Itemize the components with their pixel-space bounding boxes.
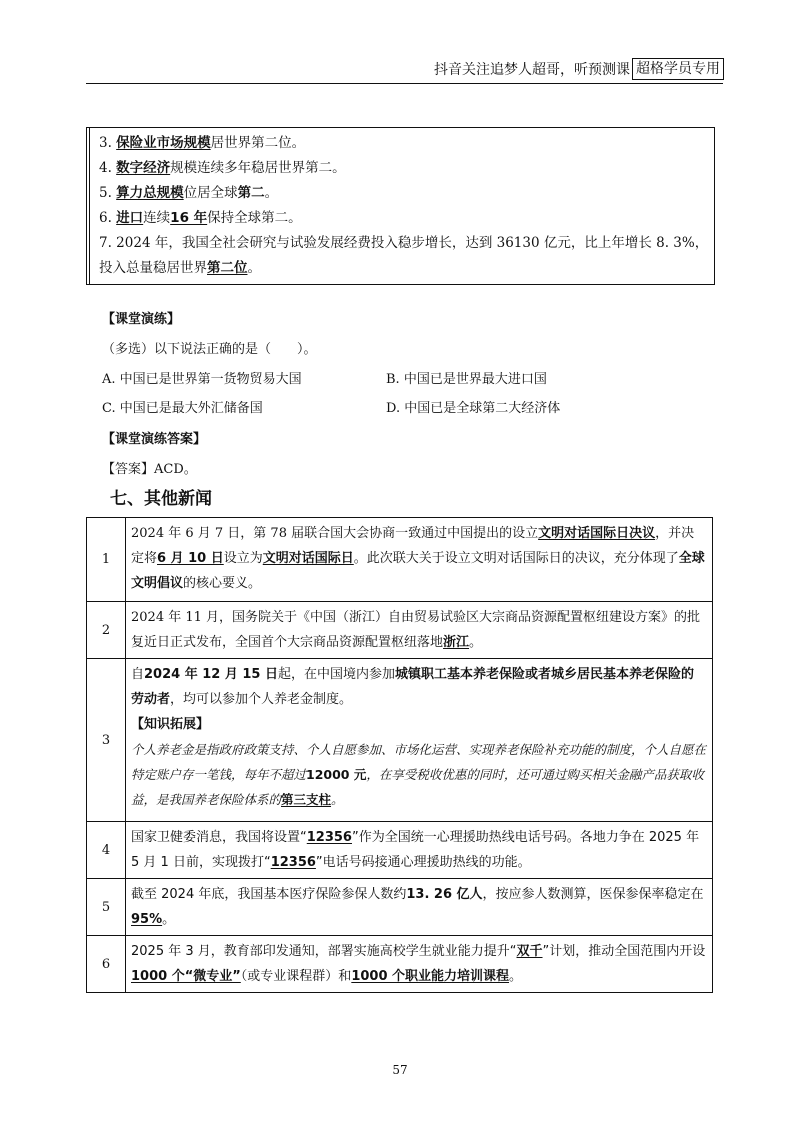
option-c: C. 中国已是最大外汇储备国 <box>102 401 263 416</box>
row-number: 6 <box>87 936 126 993</box>
option-d: D. 中国已是全球第二大经济体 <box>386 401 561 416</box>
top-table-line-3: 3. 保险业市场规模居世界第二位。 <box>99 135 306 151</box>
knowledge-ext-label: 【知识拓展】 <box>131 717 210 732</box>
answer-label: 【课堂演练答案】 <box>102 432 207 447</box>
row-content: 截至 2024 年底，我国基本医疗保险参保人数约13. 26 亿人，按应参人数测算，医保参保率稳定在95%。 <box>126 879 713 936</box>
option-b: B. 中国已是世界最大进口国 <box>386 372 547 387</box>
header-text: 抖音关注追梦人超哥，听预测课 <box>434 62 630 78</box>
top-table <box>86 127 715 285</box>
row-number: 5 <box>87 879 126 936</box>
table-row <box>87 936 713 993</box>
row-number: 1 <box>87 518 126 602</box>
row-number: 2 <box>87 602 126 659</box>
top-table-line-7b: 投入总量稳居世界第二位。 <box>99 260 261 276</box>
row-content: 2024 年 11 月，国务院关于《中国（浙江）自由贸易试验区大宗商品资源配置枢纽建设方案》的批复近日正式发布，全国首个大宗商品资源配置枢纽落地浙江。 <box>126 602 713 659</box>
row-content: 国家卫健委消息，我国将设置“12356”作为全国统一心理援助热线电话号码。各地力争在 2025 年 5 月 1 日前，实现拨打“12356”电话号码接通心理援助热线的功能。 <box>126 822 713 879</box>
header-rule <box>86 83 723 84</box>
practice-label: 【课堂演练】 <box>102 312 181 327</box>
table-row <box>87 879 713 936</box>
row-number: 4 <box>87 822 126 879</box>
practice-question: （多选）以下说法正确的是（ ）。 <box>102 342 317 357</box>
page-header <box>434 58 724 80</box>
top-table-content-cell <box>90 128 715 285</box>
row-content: 2024 年 6 月 7 日，第 78 届联合国大会协商一致通过中国提出的设立文明对话国际日决议，并决定将6 月 10 日设立为文明对话国际日。此次联大关于设立文明对话国际日的决议，充分体现了全球文明倡议的核心要义。 <box>126 518 713 602</box>
row-number: 3 <box>87 659 126 822</box>
top-table-line-5: 5. 算力总规模位居全球第二。 <box>99 185 279 201</box>
option-a: A. 中国已是世界第一货物贸易大国 <box>102 372 302 387</box>
top-table-line-7a: 7. 2024 年，我国全社会研究与试验发展经费投入稳步增长，达到 36130 亿元，比上年增长 8. 3%， <box>99 235 709 251</box>
row-content: 2025 年 3 月，教育部印发通知，部署实施高校学生就业能力提升“双千”计划，推动全国范围内开设1000 个“微专业”（或专业课程群）和1000 个职业能力培训课程。 <box>126 936 713 993</box>
table-row <box>87 659 713 822</box>
table-row <box>87 518 713 602</box>
table-row <box>87 822 713 879</box>
answer-text: 【答案】ACD。 <box>102 462 197 477</box>
page-number: 57 <box>392 1063 408 1077</box>
row-content: 自2024 年 12 月 15 日起，在中国境内参加城镇职工基本养老保险或者城乡居民基本养老保险的劳动者，均可以参加个人养老金制度。 【知识拓展】 个人养老金是指政府政策支持、个人自愿参加、市场化运营、实现养老保险补充功能的制度，个人自愿在特定账户存一笔钱，每年不超过12000 元，在享受税收优惠的同时，还可通过购买相关金融产品获取收益，是我国养老保险体系的第三支柱。 <box>126 659 713 822</box>
news-table <box>86 517 713 993</box>
table-row <box>87 602 713 659</box>
top-table-line-6: 6. 进口连续16 年保持全球第二。 <box>99 210 302 226</box>
header-badge: 超格学员专用 <box>632 58 724 80</box>
top-table-line-4: 4. 数字经济规模连续多年稳居世界第二。 <box>99 160 346 176</box>
section-title: 七、其他新闻 <box>110 489 212 509</box>
